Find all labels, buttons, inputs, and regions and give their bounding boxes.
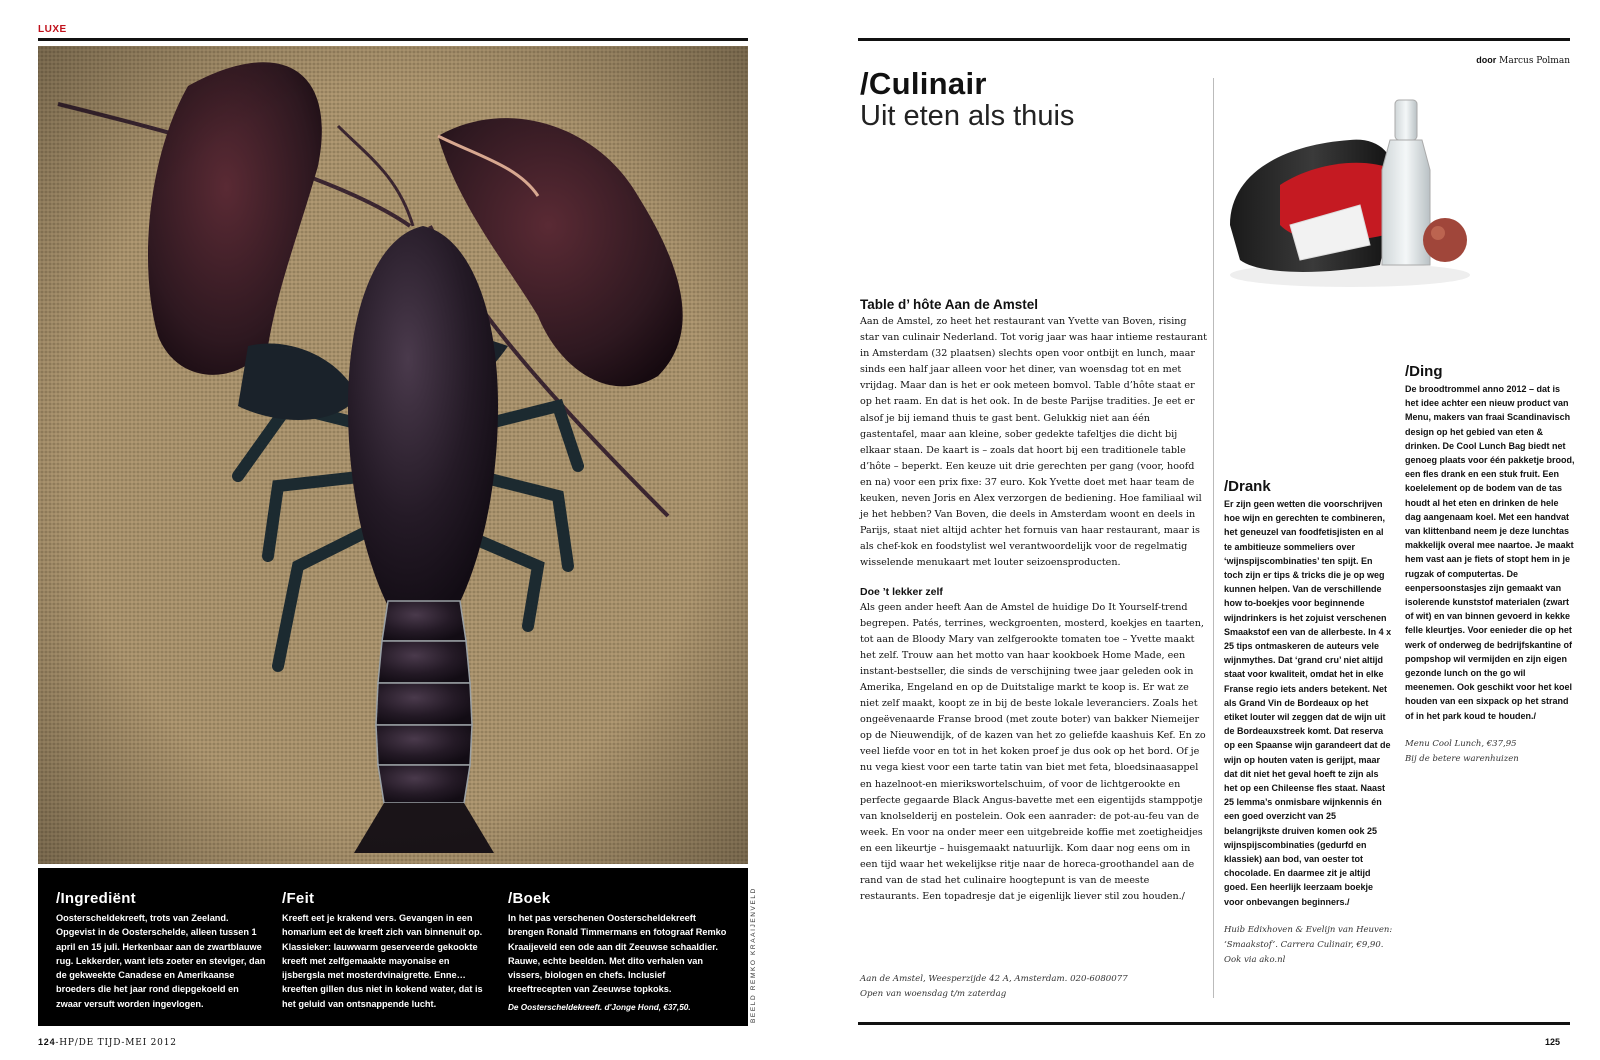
main-article (860, 297, 1207, 905)
sidebar-title: /Feit (282, 890, 315, 907)
sidebar-body: Kreeft eet je krakend vers. Gevangen in een homarium eet de kreeft zich van binnenuit op. Klassieker: lauwwarm geserveerde gekookte kreeft met zelfgemaakte mayonaise en ijsbergsla met mosterdvinaigrette. Enne… kreeften gillen dus niet in kokend water, dat is het geluid van ontsnappende lucht. (282, 913, 483, 1009)
photo-credit (748, 887, 760, 1025)
top-rule-right (858, 38, 1570, 41)
sidebar-ingredient (56, 890, 266, 1011)
sidebar-feit (282, 890, 492, 1011)
page-number-left: 124 (38, 1037, 56, 1047)
page-title: /Culinair (860, 66, 987, 101)
product-image (1220, 75, 1490, 300)
folio-left (38, 1037, 177, 1048)
sidebar-box (38, 868, 748, 1026)
bottom-rule-right (858, 1022, 1570, 1025)
caption-line: Menu Cool Lunch, €37,95 (1405, 738, 1517, 749)
sidebar-boek (508, 890, 730, 1015)
address-line: Aan de Amstel, Weesperzijde 42 A, Amsterdam. 020-6080077 (860, 974, 1128, 984)
column-caption: Huib Edixhoven & Evelijn van Heuven: ‘Smaakstof’. Carrera Culinair, €9,90. Ook via ako.nl (1224, 924, 1393, 965)
page-number-right: 125 (1545, 1037, 1561, 1047)
sidebar-title: /Boek (508, 890, 551, 907)
column-title: /Ding (1405, 363, 1443, 380)
sidebar-title: /Ingrediënt (56, 890, 136, 907)
article-heading: Table d’ hôte Aan de Amstel (860, 297, 1039, 312)
caption-line: Bij de betere warenhuizen (1405, 753, 1519, 764)
article-body: Aan de Amstel, zo heet het restaurant van Yvette van Boven, rising star van culinair Nederland. Tot vorig jaar was haar intieme restaurant in Amsterdam (32 plaatsen) slechts open voor ontbijt en lunch, maar sinds een half jaar alleen voor het diner, van woensdag tot en met vrijdag. Maar dan is het er ook meteen bomvol. Table d’hôte staat er op het raam. En dat is het ook. In de beste Parijse tradities. Je eet er alsof je bij iemand thuis te gast bent. Gelukkig niet aan één gastentafel, maar aan kleine, sober gedekte tafeltjes die dicht bij elkaar staan. De kaart is – zoals dat hoort bij een traditionele table d’hôte – beperkt. Een keuze uit drie gerechten per gang (voor, hoofd en na) voor een prix fixe: 37 euro. Kok Yvette doet met haar team de keuken, neven Joris en Alex verzorgen de bediening. Hoe familiaal wil je het hebben? Van Boven, die deels in Amsterdam woont en deels in Parijs, staat niet altijd achter het fornuis van haar restaurant, maar is als chef-kok en foodstylist wel verantwoordelijk voor de regelmatig wisselende menukaart met louter seizoensproducten. (860, 316, 1208, 569)
sidebar-body: In het pas verschenen Oosterscheldekreeft brengen Ronald Timmermans en fotograaf Remko Kraaijeveld een ode aan dit Zeeuwse schaaldier. Rauwe, echte beelden. Met dito verhalen van vissers, biologen en chefs. Inclusief kreeftrecepten van Zeeuwse topkoks. (508, 913, 727, 995)
column-title: /Drank (1224, 478, 1271, 495)
author-byline (1476, 55, 1570, 66)
folio-publication: -HP/DE TIJD-MEI 2012 (55, 1038, 177, 1048)
sidebar-caption: De Oosterscheldekreeft. d'Jonge Hond, €37,50. (508, 1002, 691, 1012)
column-body: Er zijn geen wetten die voorschrijven hoe wijn en gerechten te combineren, het geneuzel van foodfetisjisten en al te ambitieuze sommeliers over ‘wijnspijscombinaties’ ten spijt. En toch zijn er tips & tricks die je op weg kunnen helpen. Van de verschillende how to-boekjes voor beginnende wijndrinkers is het zojuist verschenen Smaakstof een van de allerbeste. In 4 x 25 tips ontmaskeren de auteurs vele wijnmythes. Dat ‘grand cru’ niet altijd staat voor kwaliteit, omdat het in elke Franse regio iets anders betekent. Net als Grand Vin de Bordeaux op het etiket louter wil zeggen dat de wijn uit de Bordeauxstreek komt. Dat reserva op een Spaanse wijn garandeert dat de wijn op houten vaten is gerijpt, maar dat dit niet het geval hoeft te zijn als het op een Chileense fles staat. Naast 25 lemma’s onmisbare wijnkennis én een goed overzicht van 25 belangrijkste druiven komen ook 25 wijnspijscombinaties (gedurfd en klassiek) aan bod, van oester tot chocolade. En daarmee zit je altijd goed. Een heerlijk leerzaam boekje voor onbevangen beginners./ (1224, 499, 1392, 907)
author-name: Marcus Polman (1499, 56, 1570, 66)
section-tag: LUXE (38, 24, 67, 35)
column-caption (1405, 737, 1575, 767)
top-rule-left (38, 38, 748, 41)
lobster-photo (38, 46, 748, 864)
opening-hours: Open van woensdag t/m zaterdag (860, 989, 1007, 999)
column-ding (1405, 363, 1575, 767)
article-subheading: Doe ’t lekker zelf (860, 585, 943, 598)
page-subtitle: Uit eten als thuis (860, 100, 1075, 132)
photo-credit-text: BEELD REMKO KRAAIJENVELD (750, 887, 757, 1023)
author-prefix: door (1476, 55, 1497, 65)
column-drank (1224, 478, 1394, 968)
restaurant-address (860, 972, 1128, 1002)
sidebar-body: Oosterscheldekreeft, trots van Zeeland. Opgevist in de Oosterschelde, alleen tussen 1 april en 15 juli. Herkenbaar aan de zwartblauwe rug. Lekkerder, want iets zoeter en steviger, dan de gekweekte Canadese en Amerikaanse broeders die het jaar rond diepgekoeld en zwaar versuft worden ingevlogen. (56, 913, 266, 1009)
article-body-2: Als geen ander heeft Aan de Amstel de huidige Do It Yourself-trend begrepen. Patés, terrines, weckgroenten, mosterd, koekjes en taarten, tot aan de Bloody Mary van zelfgerookte tomaten toe – Yvette maakt het zelf. Trouw aan het motto van haar kookboek Home Made, een instant-bestseller, die sinds de verschijning twee jaar geleden ook in Amerika, Engeland en op de Duitstalige markt te koop is. Er wat ze niet zelf maakt, koopt ze in bij de beste lokale leveranciers. Zoals het ongeëvenaarde Franse brood (met zoute boter) van bakker Niemeijer op de Nieuwendijk, of de kazen van het zo geliefde kaashuis Kef. En zo veel liefde voor en tot in het koken proef je dus ook op het bord. Of je nu vega kiest voor een tarte tatin van biet met feta, bloedsinaasappel en hazelnoot-en mierikswortelschuim, of voor de lichtgerookte en perfecte gegaarde Black Angus-bavette met een eigentijds stamppotje van knolselderij en postelein. Ook een aanrader: de pot-au-feu van de week. En voor na onder meer een uitgebreide koffie met zoetigheidjes en een likeurtje – huisgemaakt natuurlijk. Kom daar nog eens om in een tijd waar het wekelijkse ritje naar de horeca-groothandel aan de rand van de stad het culinaire hoogtepunt is van de meeste restaurants. Een topadresje dat je eigenlijk liever stil zou houden./ (860, 601, 1206, 903)
column-body: De broodtrommel anno 2012 – dat is het idee achter een nieuw product van Menu, makers van fraai Scandinavisch design op het gebied van eten & drinken. De Cool Lunch Bag biedt net genoeg plaats voor één pakketje brood, een fles drank en een stuk fruit. Een koelelement op de bodem van de tas houdt al het eten en drinken de hele dag aangenaam koel. Met een handvat van klittenband neem je deze lunchtas makkelijk overal mee naartoe. Je maakt hem vast aan je fiets of stopt hem in je rugzak of computertas. De eenpersoonstasjes zijn gemaakt van isolerende kunststof materialen (zwart of wit) en van binnen gevoerd in kekke felle kleurtjes. Voor eenieder die op het werk of onderweg de bedrijfskantine of pompshop wil vermijden en zijn eigen gezonde lunch on the go wil meenemen. Ook geschikt voor het koel houden van een sixpack op het strand of in het park koud te houden./ (1405, 384, 1575, 721)
column-divider (1213, 78, 1214, 998)
